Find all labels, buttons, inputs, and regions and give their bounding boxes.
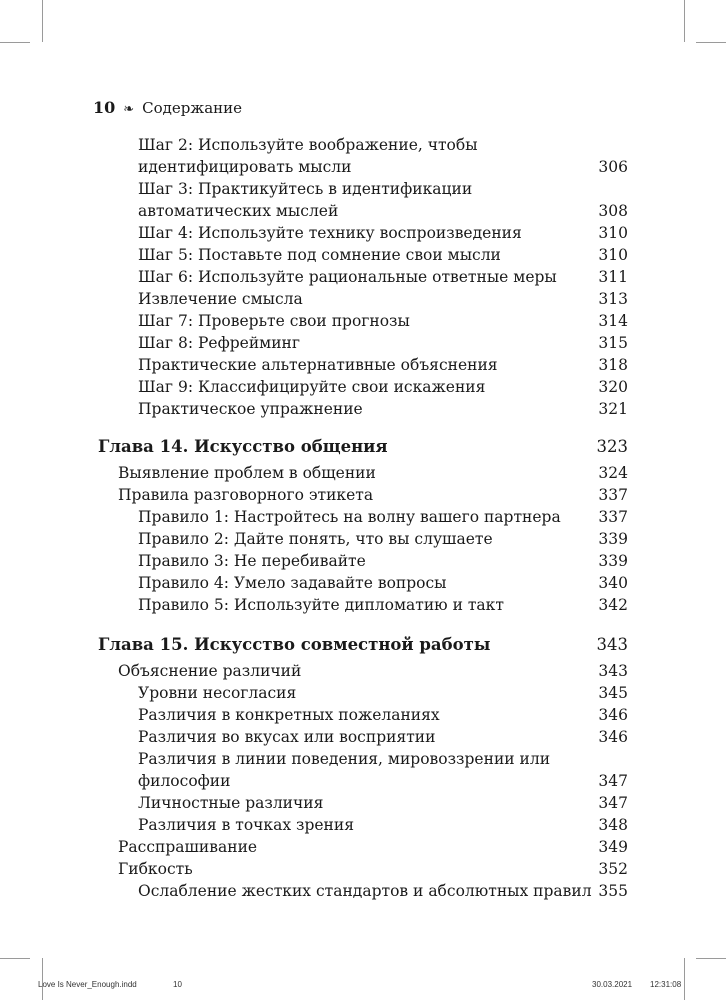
toc-entry-page: 324: [598, 464, 628, 482]
toc-entry: [0, 288, 726, 310]
toc-entry: [0, 200, 726, 222]
toc-entry-title: Шаг 9: Классифицируйте свои искажения: [138, 378, 486, 396]
toc-entry-title: Расспрашивание: [118, 838, 258, 856]
toc-entry: [0, 134, 726, 156]
toc-entry: [0, 398, 726, 420]
toc-entry-page: 306: [598, 158, 628, 176]
toc-entry-page: 314: [598, 312, 628, 330]
toc-entry-title: Различия в конкретных пожеланиях: [138, 706, 440, 724]
toc-entry-title: Шаг 8: Рефрейминг: [138, 334, 300, 352]
toc-entry: [0, 836, 726, 858]
toc-entry-page: 343: [596, 635, 628, 654]
toc-entry-title: Правило 2: Дайте понять, что вы слушаете: [138, 530, 493, 548]
toc-entry-title: Правило 3: Не перебивайте: [138, 552, 366, 570]
toc-entry-page: 345: [598, 684, 628, 702]
toc-entry-title: Шаг 4: Используйте технику воспроизведения: [138, 224, 522, 242]
toc-entry: [0, 682, 726, 704]
toc-entry-title: Уровни несогласия: [138, 684, 297, 702]
slug-filename: Love Is Never_Enough.indd: [38, 980, 137, 989]
slug-page: 10: [173, 980, 182, 989]
toc-entry: [0, 178, 726, 200]
toc-entry: [0, 462, 726, 484]
toc-entry: [0, 858, 726, 880]
toc-entry-title: Различия во вкусах или восприятии: [138, 728, 436, 746]
toc-entry-page: 308: [598, 202, 628, 220]
toc-entry-title: философии: [138, 772, 231, 790]
toc-entry-title: Объяснение различий: [118, 662, 302, 680]
toc-entry: [0, 594, 726, 616]
toc-entry: [0, 880, 726, 902]
toc-entry-page: 315: [598, 334, 628, 352]
toc-entry: [0, 310, 726, 332]
toc-entry-page: 352: [598, 860, 628, 878]
toc-entry-page: 346: [598, 706, 628, 724]
fleuron-icon: ❧: [123, 102, 135, 117]
toc-entry: [0, 376, 726, 398]
toc-entry: [0, 704, 726, 726]
toc-chapter: [0, 436, 726, 458]
toc-entry: [0, 792, 726, 814]
toc-entry-page: 346: [598, 728, 628, 746]
toc-entry: [0, 506, 726, 528]
toc-entry-page: 343: [598, 662, 628, 680]
print-slug: [0, 980, 726, 994]
toc-entry: [0, 572, 726, 594]
toc-entry-title: Шаг 6: Используйте рациональные ответные меры: [138, 268, 557, 286]
toc-entry: [0, 814, 726, 836]
toc-entry: [0, 244, 726, 266]
toc-entry-title: Выявление проблем в общении: [118, 464, 376, 482]
toc-entry-page: 311: [598, 268, 628, 286]
toc-entry-title: Шаг 2: Используйте воображение, чтобы: [138, 136, 478, 154]
toc-entry-page: 310: [598, 224, 628, 242]
header-title: Содержание: [142, 99, 243, 117]
toc-entry-page: 348: [598, 816, 628, 834]
toc-entry-title: Практические альтернативные объяснения: [138, 356, 498, 374]
toc-entry-page: 318: [598, 356, 628, 374]
slug-date: 30.03.2021: [592, 980, 633, 989]
toc-entry-page: 342: [598, 596, 628, 614]
toc-entry-title: Различия в точках зрения: [138, 816, 354, 834]
toc-entry-page: 321: [598, 400, 628, 418]
toc-entry-title: Шаг 3: Практикуйтесь в идентификации: [138, 180, 473, 198]
toc-entry-page: 339: [598, 552, 628, 570]
toc-entry-title: Личностные различия: [138, 794, 324, 812]
toc-entry-page: 355: [598, 882, 628, 900]
toc-entry-title: Правило 4: Умело задавайте вопросы: [138, 574, 447, 592]
toc-entry-page: 339: [598, 530, 628, 548]
toc-entry-page: 320: [598, 378, 628, 396]
toc-entry: [0, 332, 726, 354]
toc-entry-page: 347: [598, 794, 628, 812]
toc-entry: [0, 770, 726, 792]
toc-entry-title: Шаг 7: Проверьте свои прогнозы: [138, 312, 410, 330]
toc-entry-title: Правило 1: Настройтесь на волну вашего партнера: [138, 508, 561, 526]
toc-entry-title: Извлечение смысла: [138, 290, 303, 308]
toc-entry-page: 310: [598, 246, 628, 264]
toc-entry-title: Гибкость: [118, 860, 193, 878]
toc-entry: [0, 550, 726, 572]
toc-entry-title: Правило 5: Используйте дипломатию и такт: [138, 596, 504, 614]
toc-entry-page: 337: [598, 486, 628, 504]
toc-entry-page: 349: [598, 838, 628, 856]
toc-entry: [0, 726, 726, 748]
toc-entry-page: 347: [598, 772, 628, 790]
toc-entry: [0, 266, 726, 288]
toc-entry-title: Практическое упражнение: [138, 400, 363, 418]
toc-entry: [0, 660, 726, 682]
toc-entry: [0, 222, 726, 244]
toc-entry-title: Шаг 5: Поставьте под сомнение свои мысли: [138, 246, 501, 264]
toc-entry-page: 340: [598, 574, 628, 592]
toc-entry: [0, 484, 726, 506]
toc-entry-title: Глава 14. Искусство общения: [98, 437, 388, 456]
page-number: 10: [93, 98, 116, 117]
toc-entry-title: Ослабление жестких стандартов и абсолютных правил: [138, 882, 592, 900]
toc-entry-title: Различия в линии поведения, мировоззрении или: [138, 750, 551, 768]
toc-entry-page: 313: [598, 290, 628, 308]
toc-entry-title: Правила разговорного этикета: [118, 486, 374, 504]
slug-time: 12:31:08: [650, 980, 682, 989]
toc-chapter: [0, 634, 726, 656]
toc-entry-title: Глава 15. Искусство совместной работы: [98, 635, 491, 654]
toc-entry-title: идентифицировать мысли: [138, 158, 352, 176]
toc-entry-page: 323: [596, 437, 628, 456]
toc-entry-page: 337: [598, 508, 628, 526]
toc-entry-title: автоматических мыслей: [138, 202, 339, 220]
toc-entry: [0, 156, 726, 178]
toc-entry: [0, 748, 726, 770]
toc-entry: [0, 354, 726, 376]
toc-entry: [0, 528, 726, 550]
